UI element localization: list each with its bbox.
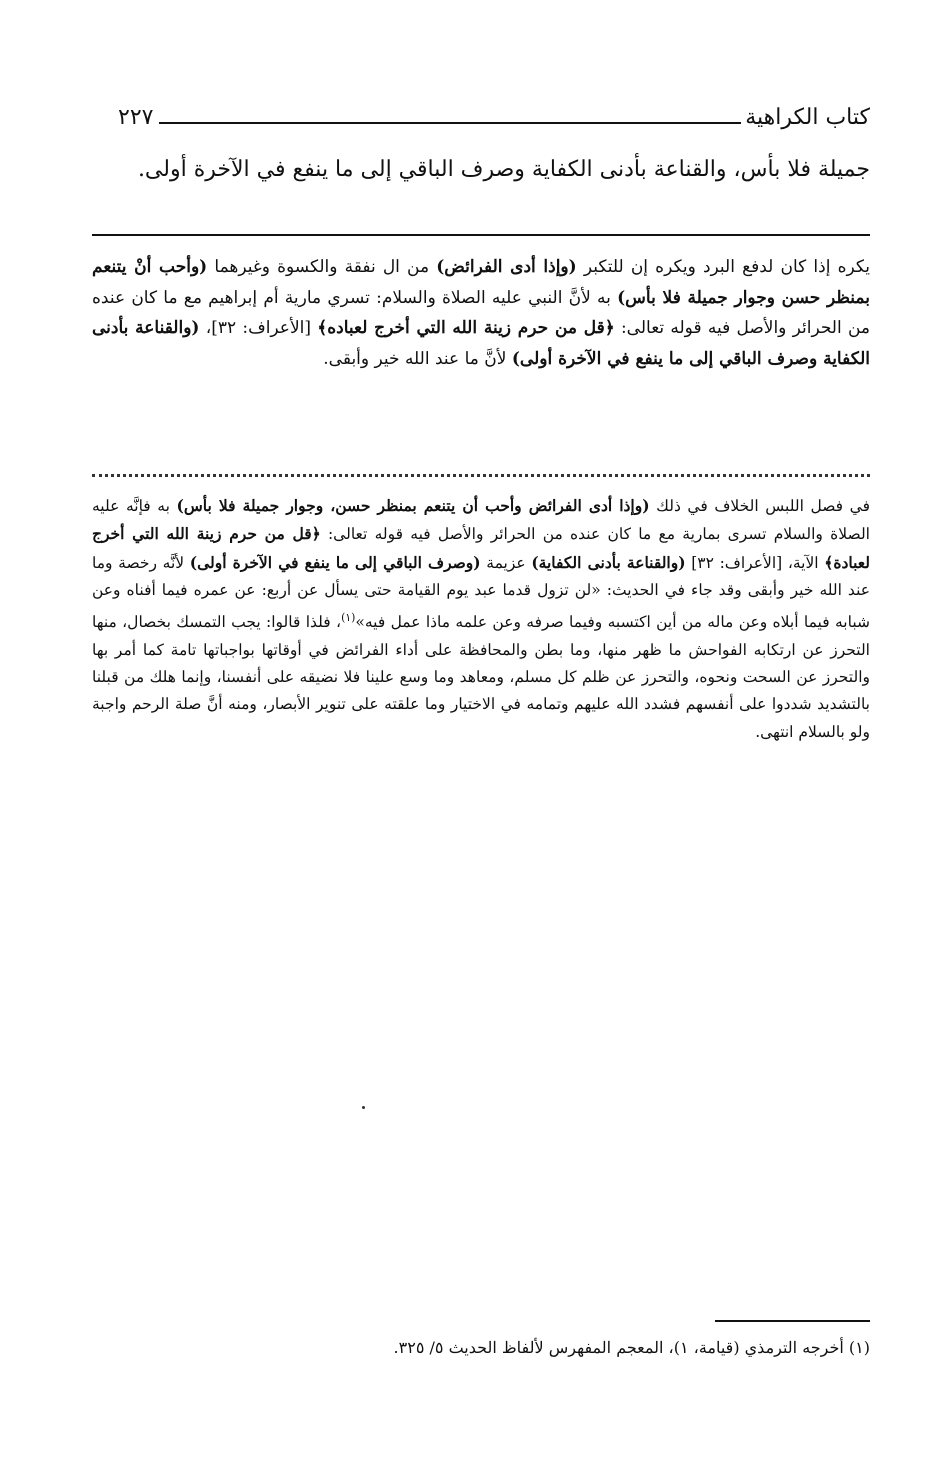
bold-quote-segment: (وأحب أنْ يتنعم بمنظر حسن وجوار جميلة فلا بأس)	[92, 257, 870, 308]
page-number: ٢٢٧	[118, 105, 154, 130]
text-segment: يكره إذا كان لدفع البرد ويكره إن للتكبر	[576, 257, 871, 277]
commentary-divider	[92, 234, 870, 236]
commentary-1	[92, 252, 870, 374]
text-segment: عزيمة	[480, 553, 532, 572]
dotted-divider	[92, 474, 870, 477]
bold-quote-segment: ﴿قل من حرم زينة الله التي أخرج لعبادة﴾	[92, 524, 870, 572]
text-segment: ، فلذا قالوا: يجب التمسك بخصال، منها التحرز عن ارتكابه الفواحش ما ظهر منها، وما بطن والمحافظة على أداء الفرائض في أوقاتها بواجباتها تامة كما أمر بها والتحرز عن السحت ونحوه، والتحرز عن ظلم كل مسلم، ومعاهد وما وسع علينا فلا نضيقه على أنفسنا، وإنما هلك من قبلنا بالتشديد شددوا على أنفسهم فشدد الله عليهم وتمامه في الاختيار وما علقته على تنوير الأبصار، ومنه أنَّ صلة الرحم واجبة ولو بالسلام انتهى.	[92, 613, 870, 741]
text-segment: لأنَّه رخصة وما عند الله خير وأبقى وقد جاء في الحديث: «لن تزول قدما عبد يوم القيامة حتى يسأل عن أربع: عن عمره فيما أفناه وعن شبابه فيما أبلاه وعن ماله من أين اكتسبه وفيما صرفه وعن علمه ماذا عمل فيه»	[92, 553, 870, 632]
footnote: (١) أخرجه الترمذي (قيامة، ١)، المعجم المفهرس لألفاظ الحديث ٥/ ٣٢٥.	[393, 1338, 870, 1357]
chapter-title: كتاب الكراهية	[745, 105, 870, 130]
text-segment: في فصل اللبس الخلاف في ذلك	[649, 497, 870, 515]
main-text: جميلة فلا بأس، والقناعة بأدنى الكفاية وصرف الباقي إلى ما ينفع في الآخرة أولى.	[137, 157, 870, 182]
bold-quote-segment: (والقناعة بأدنى الكفاية وصرف الباقي إلى ما ينفع في الآخرة أولى)	[92, 318, 870, 369]
bold-quote-segment: (وصرف الباقي إلى ما ينفع في الآخرة أولى)	[189, 552, 481, 572]
header-rule	[159, 122, 741, 124]
commentary-2	[92, 492, 870, 746]
bold-quote-segment: ﴿قل من حرم زينة الله التي أخرج لعباده﴾	[317, 318, 615, 338]
text-segment: لأنَّ ما عند الله خير وأبقى.	[323, 348, 512, 369]
text-segment: به فإنَّه عليه الصلاة والسلام تسرى بمارية مع ما كان عنده من الحرائر والأصل فيه قوله تعالى:	[92, 497, 870, 544]
bold-quote-segment: (والقناعة بأدنى الكفاية)	[531, 552, 686, 572]
bold-quote-segment: (وإذا أدى الفرائض)	[436, 257, 577, 277]
footnote-rule	[715, 1320, 870, 1322]
text-segment: [الأعراف: ٣٢]،	[199, 318, 318, 338]
text-segment: به لأنَّ النبي عليه الصلاة والسلام: تسري مارية أم إبراهيم مع ما كان عنده من الحرائر والأصل فيه قوله تعالى:	[92, 287, 871, 338]
text-segment: الآية، [الأعراف: ٣٢]	[685, 553, 825, 572]
text-segment: من ال نفقة والكسوة وغيرهما	[207, 257, 437, 277]
print-speck	[362, 1106, 365, 1109]
bold-quote-segment: (وإذا أدى الفرائض وأحب أن يتنعم بمنظر حسن، وجوار جميلة فلا بأس)	[176, 496, 650, 515]
running-header	[118, 96, 870, 130]
footnote-ref: (١)	[341, 611, 356, 625]
